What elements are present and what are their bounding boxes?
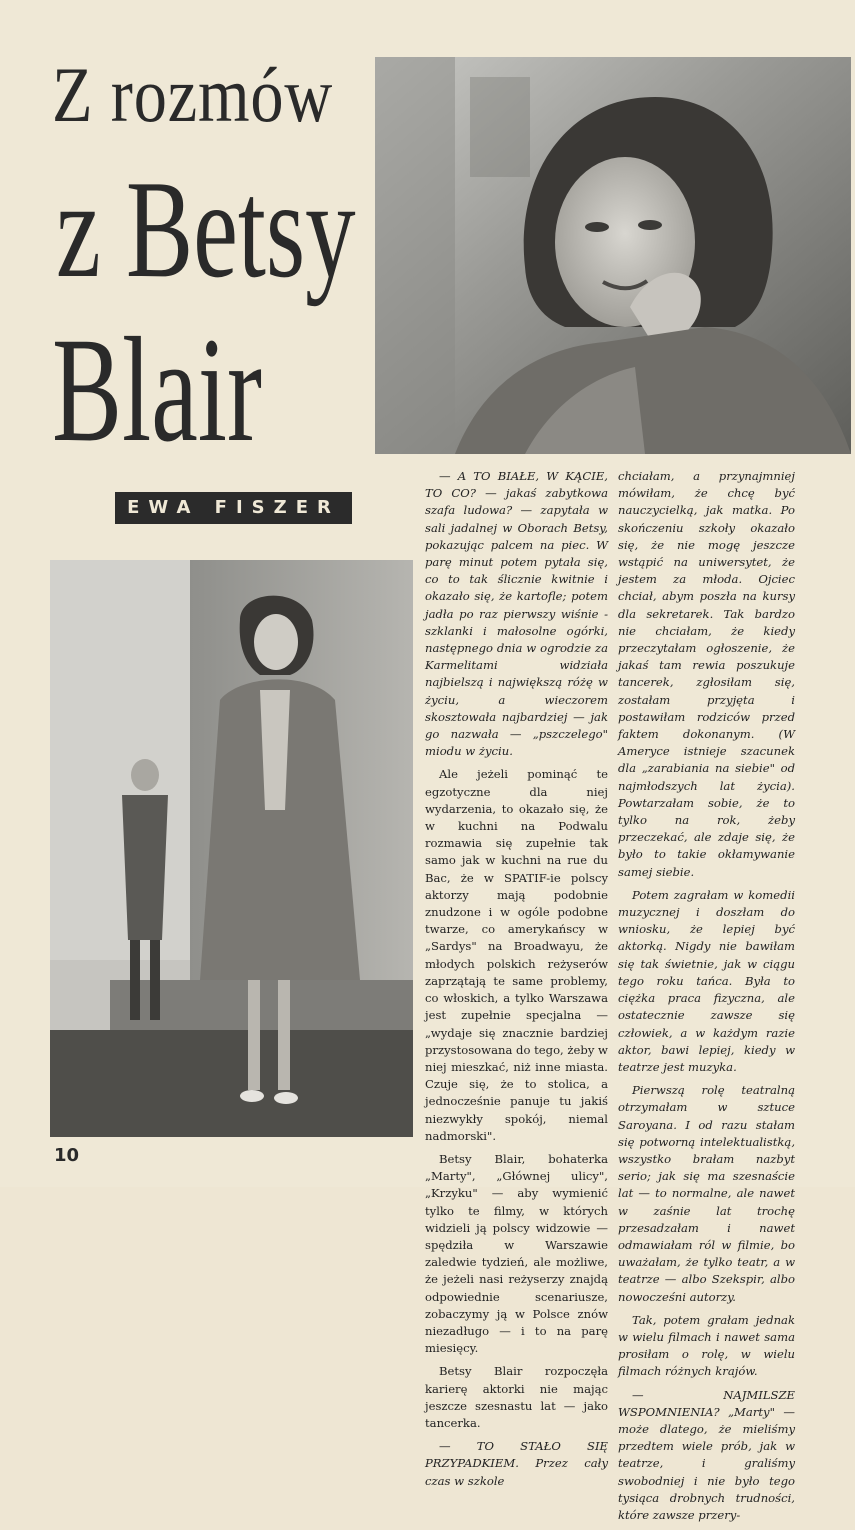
- paragraph: Betsy Blair rozpoczęła karierę aktorki nie mając jeszcze szesnastu lat — jako tancerka.: [425, 1364, 608, 1430]
- portrait-photo: [375, 57, 851, 454]
- paragraph: Betsy Blair, bohaterka „Marty", „Głównej ulicy", „Krzyku" — aby wymienić tylko te filmy, w których widzieli ją polscy widzowie — spędziła w Warszawie zaledwie tydzień, ale możliwe, że jeżeli nasi reżyserzy znajdą odpowiednie scenariusze, zobaczymy ją w Polsce znów niezadługo — i to na parę miesięcy.: [425, 1151, 608, 1356]
- street-photo: [50, 560, 413, 1137]
- title-line-2: z Betsy: [56, 152, 356, 307]
- paragraph: Potem zagrałam w komedii muzycznej i doszłam do wniosku, że lepiej być aktorką. Nigdy nie bawiłam się tak świetnie, jak w ciągu tego roku tańca. Była to ciężka praca fizyczna, ale ostatecznie zawsze się człowiek, a w każdym razie aktor, bawi lepiej, kiedy w teatrze jest muzyka.: [618, 887, 795, 1074]
- paragraph: Tak, potem grałam jednak w wielu filmach i nawet sama prosiłam o rolę, w wielu filmach różnych krajów.: [618, 1312, 795, 1379]
- page-number: 10: [54, 1145, 80, 1166]
- paragraph: — NAJMILSZE WSPOMNIENIA? „Marty" — może dlatego, że mieliśmy przedtem wiele prób, jak w teatrze, i graliśmy swobodniej i nie było tego tysiąca drobnych trudności, które zawsze przery-: [618, 1387, 795, 1522]
- paragraph: Pierwszą rolę teatralną otrzymałam w sztuce Saroyana. I od razu stałam się potworną intelektualistką, wszystko brałam nazbyt serio; jak się ma szesnaście lat — to normalne, ale nawet w zaśnie lat trochę przesadzałam i nawet odmawiałam ról w filmie, bo uważałam, że tylko teatr, a w teatrze — albo Szekspir, albo nowocześni autorzy.: [618, 1083, 795, 1304]
- title-line-1: Z rozmów: [52, 51, 334, 138]
- article-column-1: [425, 468, 608, 1496]
- paragraph: — A TO BIAŁE, W KĄCIE, TO CO? — jakaś zabytkowa szafa ludowa? — zapytała w sali jadalnej w Oborach Betsy, pokazując palcem na piec. W parę minut potem pytała się, co to tak ślicznie kwitnie i okazało się, że kartofle; potem jadła po raz pierwszy wiśnie - szklanki i małosolne ogórki, następnego dnia w ogrodzie za Karmelitami widziała najbielszą i największą różę w życiu, a wieczorem skosztowała najbardziej — jak go nazwała — „pszczelego" miodu w życiu.: [425, 469, 608, 759]
- title-line-3: Blair: [52, 307, 262, 473]
- paragraph: Ale jeżeli pominąć te egzotyczne dla niej wydarzenia, to okazało się, że w kuchni na Podwalu rozmawia się zupełnie tak samo jak w kuchni na rue du Bac, że w SPATIF-ie polscy aktorzy mają podobnie znudzone i w ogóle podobne twarze, co amerykańscy w „Sardys" na Broadwayu, że młodych polskich reżyserów zaprzątają te same problemy, co włoskich, a tylko Warszawa jest zupełnie specjalna — „wydaje się znacznie bardziej przystosowana do tego, żeby w niej mieszkać, niż inne miasta. Czuje się, że to stolica, a jednocześnie panuje tu jakiś niezwykły spokój, niemal nadmorski".: [425, 767, 608, 1143]
- paragraph: chciałam, a przynajmniej mówiłam, że chcę być nauczycielką, jak matka. Po skończeniu szkoły okazało się, że nie mogę jeszcze wstąpić na uniwersytet, że jestem za młoda. Ojciec chciał, abym poszła na kursy dla sekretarek. Tak bardzo nie chciałam, że kiedy przeczytałam ogłoszenie, że jakaś tam rewia poszukuje tancerek, zgłosiłam się, zostałam przyjęta i postawiłam rodziców przed faktem dokonanym. (W Ameryce istnieje szacunek dla „zarabiania na siebie" od najmłodszych lat życia). Powtarzałam sobie, że to tylko na rok, żeby przeczekać, ale zdaje się, że było to takie okłamywanie samej siebie.: [618, 469, 795, 879]
- paragraph: — TO STAŁO SIĘ PRZYPADKIEM. Przez cały czas w szkole: [425, 1439, 608, 1488]
- article-column-2: [618, 468, 795, 1530]
- author-byline: EWA FISZER: [115, 492, 352, 524]
